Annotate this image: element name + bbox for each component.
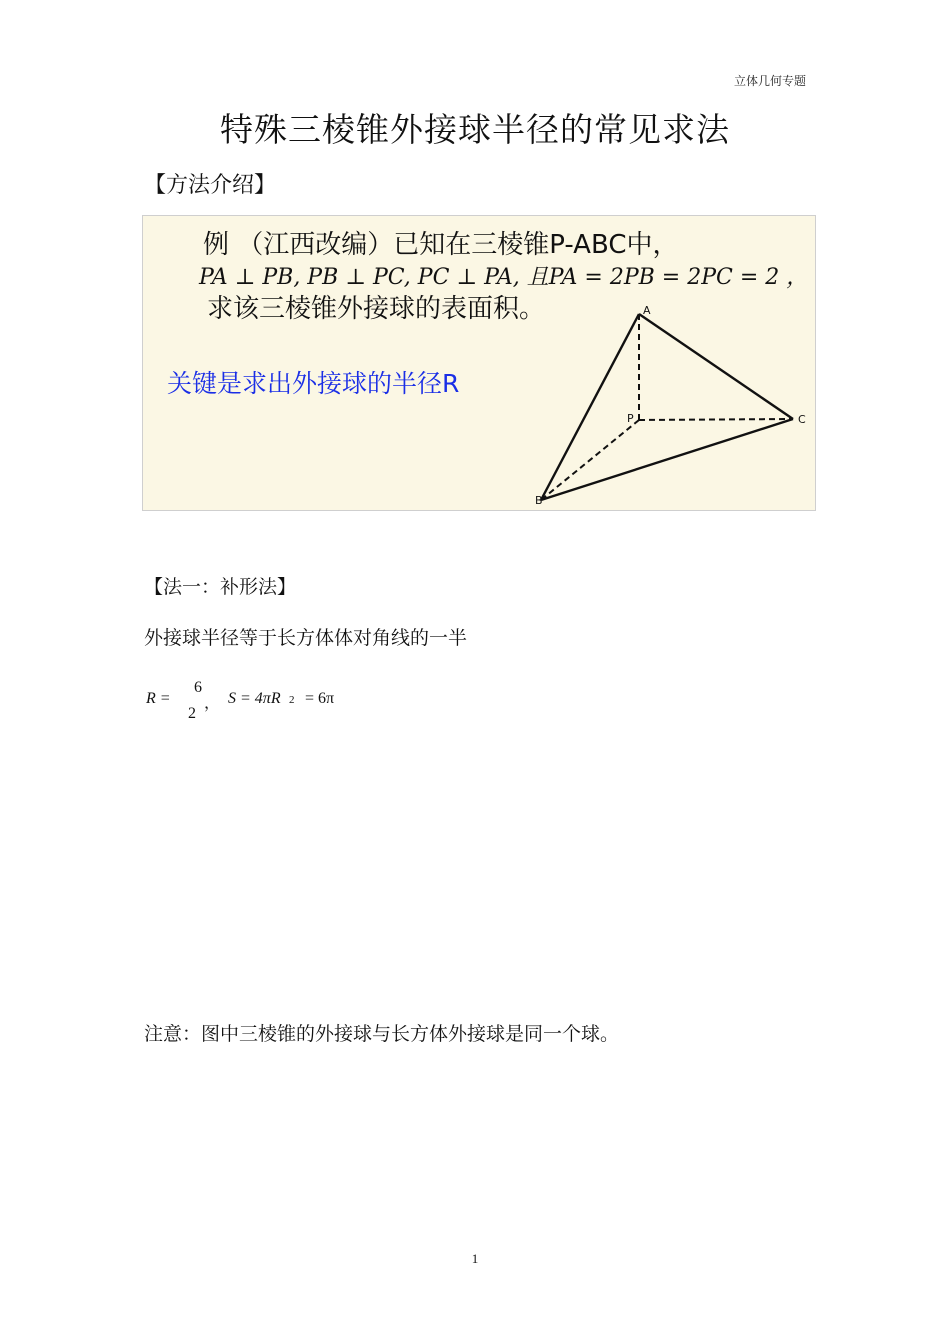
document-title: 特殊三棱锥外接球半径的常见求法 [220,110,730,149]
method-one-heading: 【法一：补形法】 [144,576,297,598]
pyramid-diagram [531,296,821,511]
formula-result: = 6π [305,690,335,707]
header-tag: 立体几何专题 [733,74,806,88]
formula-denominator: 2 [188,705,196,722]
vertex-label-c: C [798,413,806,426]
example-image [142,215,816,511]
method-one-description: 外接球半径等于长方体体对角线的一半 [144,627,468,649]
vertex-label-b: B [535,494,543,507]
key-point-text: 关键是求出外接球的半径R [167,369,460,398]
formula-numerator: 6 [194,679,202,696]
page-number: 1 [471,1251,479,1266]
example-line-1: 例 （江西改编）已知在三棱锥P-ABC中， [203,230,679,260]
section-heading: 【方法介绍】 [144,173,277,198]
formula-exponent: 2 [289,694,295,706]
vertex-label-p: P [627,412,634,425]
formula-separator: ， [204,695,221,712]
edge-ac [639,314,793,419]
edge-bc [541,419,793,500]
example-line-3: 求该三棱锥外接球的表面积。 [207,294,546,324]
edge-pb [541,420,639,500]
radius-area-formula [146,679,406,729]
formula-r-label: R = [146,690,171,707]
example-line-2: PA ⊥ PB, PB ⊥ PC, PC ⊥ PA, 且PA = 2PB = 2PC = 2 ， [199,265,809,290]
vertex-label-a: A [643,304,651,317]
formula-s-part: S = 4πR [228,690,281,707]
note-text: 注意：图中三棱锥的外接球与长方体外接球是同一个球。 [144,1023,620,1045]
edge-pc [639,419,793,420]
